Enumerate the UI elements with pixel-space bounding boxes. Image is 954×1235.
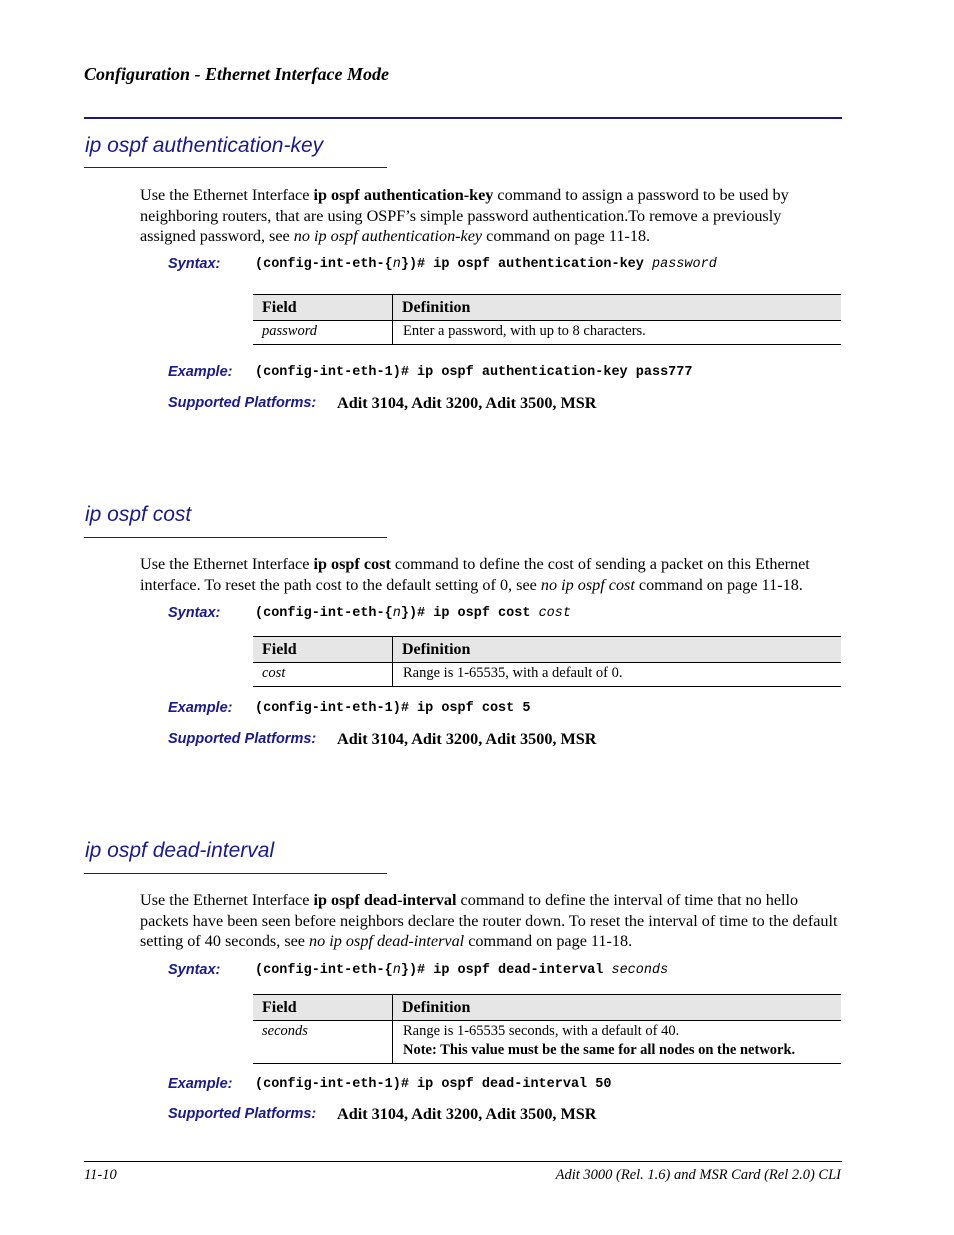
col-header-field: Field bbox=[253, 995, 393, 1021]
desc-command: ip ospf dead-interval bbox=[313, 891, 457, 909]
platforms-label: Supported Platforms: bbox=[168, 1106, 317, 1122]
platforms-label: Supported Platforms: bbox=[168, 395, 317, 411]
syntax-var-n: n bbox=[392, 606, 401, 621]
table-row bbox=[253, 1021, 841, 1064]
header-rule bbox=[84, 117, 842, 119]
table-row bbox=[253, 663, 841, 687]
section-description bbox=[140, 890, 840, 952]
syntax-label: Syntax: bbox=[168, 962, 221, 978]
col-header-definition: Definition bbox=[393, 637, 842, 663]
syntax-var: seconds bbox=[611, 963, 669, 978]
syntax-text: (config-int-eth-{ bbox=[255, 606, 393, 621]
example-command: (config-int-eth-1)# ip ospf dead-interval 50 bbox=[255, 1077, 612, 1092]
syntax-command bbox=[255, 257, 717, 272]
desc-text: Use the Ethernet Interface bbox=[140, 891, 314, 909]
platforms-label: Supported Platforms: bbox=[168, 731, 317, 747]
platforms-value: Adit 3104, Adit 3200, Adit 3500, MSR bbox=[337, 1105, 597, 1123]
platforms-value: Adit 3104, Adit 3200, Adit 3500, MSR bbox=[337, 730, 597, 748]
example-label: Example: bbox=[168, 364, 233, 380]
syntax-text: })# ip ospf authentication-key bbox=[400, 257, 652, 272]
col-header-definition: Definition bbox=[393, 995, 842, 1021]
page-number: 11-10 bbox=[84, 1167, 117, 1183]
table-row bbox=[253, 321, 841, 345]
desc-text: Use the Ethernet Interface bbox=[140, 186, 314, 204]
field-cell: cost bbox=[253, 663, 393, 687]
syntax-var-n: n bbox=[392, 257, 401, 272]
syntax-text: (config-int-eth-{ bbox=[255, 963, 393, 978]
example-label: Example: bbox=[168, 1076, 233, 1092]
running-header: Configuration - Ethernet Interface Mode bbox=[84, 64, 390, 84]
desc-text: command to define the cost of sending a packet on this Ethernet interface. To reset the path cost to the default setting of 0, see bbox=[140, 555, 810, 594]
section-description bbox=[140, 554, 840, 595]
section-description bbox=[140, 185, 840, 247]
syntax-label: Syntax: bbox=[168, 605, 221, 621]
desc-reference: no ip ospf dead-interval bbox=[309, 932, 465, 950]
syntax-var: cost bbox=[538, 606, 571, 621]
desc-text: command on page 11-18. bbox=[464, 932, 633, 950]
syntax-text: })# ip ospf dead-interval bbox=[400, 963, 612, 978]
definition-cell: Enter a password, with up to 8 characters. bbox=[393, 321, 842, 345]
example-label: Example: bbox=[168, 700, 233, 716]
desc-reference: no ip ospf cost bbox=[540, 575, 635, 594]
definition-cell bbox=[393, 1021, 842, 1064]
field-cell: password bbox=[253, 321, 393, 345]
footer-rule bbox=[84, 1161, 842, 1162]
section-rule bbox=[84, 873, 387, 874]
section-title-dead-interval: ip ospf dead-interval bbox=[85, 839, 275, 862]
definition-cell: Range is 1-65535, with a default of 0. bbox=[393, 663, 842, 687]
definition-text: Range is 1-65535 seconds, with a default of 40. bbox=[403, 1023, 680, 1039]
field-cell: seconds bbox=[253, 1021, 393, 1064]
example-command: (config-int-eth-1)# ip ospf authentication-key pass777 bbox=[255, 365, 693, 380]
field-table bbox=[253, 994, 841, 1064]
syntax-text: (config-int-eth-{ bbox=[255, 257, 393, 272]
desc-text: command to assign a password to be used by neighboring routers, that are using OSPF’s simple password authentication.To remove a previously assigned password, see bbox=[140, 186, 789, 245]
definition-note: Note: This value must be the same for all nodes on the network. bbox=[403, 1042, 796, 1058]
desc-text: command on page 11-18. bbox=[482, 227, 651, 245]
col-header-field: Field bbox=[253, 637, 393, 663]
syntax-command bbox=[255, 606, 571, 621]
col-header-field: Field bbox=[253, 295, 393, 321]
section-rule bbox=[84, 537, 387, 538]
section-title-cost: ip ospf cost bbox=[85, 503, 192, 526]
platforms-value: Adit 3104, Adit 3200, Adit 3500, MSR bbox=[337, 394, 597, 412]
desc-reference: no ip ospf authentication-key bbox=[293, 227, 483, 245]
section-title-authentication-key: ip ospf authentication-key bbox=[85, 134, 324, 157]
syntax-var-n: n bbox=[392, 963, 401, 978]
col-header-definition: Definition bbox=[393, 295, 842, 321]
field-table bbox=[253, 294, 841, 345]
syntax-command bbox=[255, 963, 668, 978]
syntax-text: })# ip ospf cost bbox=[400, 606, 539, 621]
desc-text: command on page 11-18. bbox=[634, 575, 803, 594]
desc-command: ip ospf authentication-key bbox=[313, 186, 494, 204]
syntax-label: Syntax: bbox=[168, 256, 221, 272]
desc-command: ip ospf cost bbox=[313, 555, 391, 573]
field-table bbox=[253, 636, 841, 687]
desc-text: command to define the interval of time that no hello packets have been seen before neighbors declare the router down. To reset the interval of time to the default setting of 40 seconds, see bbox=[140, 891, 838, 950]
example-command: (config-int-eth-1)# ip ospf cost 5 bbox=[255, 701, 531, 716]
document-title: Adit 3000 (Rel. 1.6) and MSR Card (Rel 2.0) CLI bbox=[555, 1167, 841, 1183]
section-rule bbox=[84, 167, 387, 168]
desc-text: Use the Ethernet Interface bbox=[140, 555, 314, 573]
syntax-var: password bbox=[652, 257, 717, 272]
